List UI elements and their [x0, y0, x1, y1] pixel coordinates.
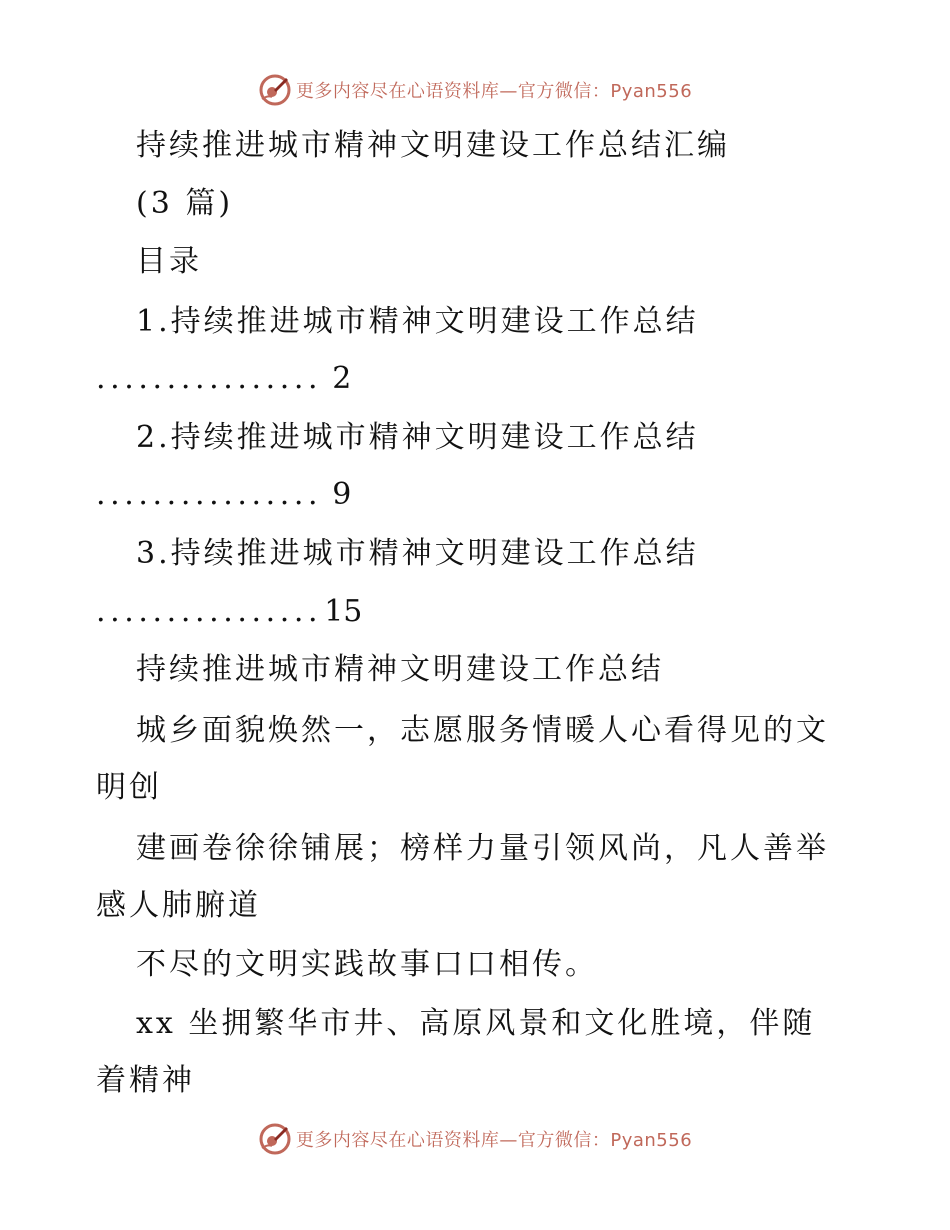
toc-page-number: 2	[332, 361, 352, 396]
footer-banner-text[interactable]: 更多内容尽在心语资料库—官方微信：Pyan556	[295, 1130, 693, 1151]
toc-leader-dots: ................	[96, 361, 323, 396]
paragraph-1-line2: 明创	[96, 770, 162, 805]
quill-circle-logo-icon	[258, 1122, 292, 1156]
toc-entry-3-leader[interactable]	[96, 592, 362, 632]
toc-page-number: 9	[332, 477, 352, 512]
paragraph-4-line2: 着精神	[96, 1063, 195, 1098]
header-banner-text[interactable]: 更多内容尽在心语资料库—官方微信：Pyan556	[295, 81, 693, 102]
paragraph-3-line1: 不尽的文明实践故事口口相传。	[136, 947, 598, 982]
paragraph-1-line1: 城乡面貌焕然一，志愿服务情暖人心看得见的文	[136, 713, 829, 748]
toc-leader-dots: ................	[96, 594, 323, 629]
toc-entry-2-title[interactable]: 2.持续推进城市精神文明建设工作总结	[136, 420, 699, 455]
toc-leader-dots: ................	[96, 477, 323, 512]
paragraph-2-line2: 感人肺腑道	[96, 888, 261, 923]
document-title-line1: 持续推进城市精神文明建设工作总结汇编	[136, 128, 730, 163]
toc-entry-3-title[interactable]: 3.持续推进城市精神文明建设工作总结	[136, 536, 699, 571]
paragraph-2-line1: 建画卷徐徐铺展；榜样力量引领风尚，凡人善举	[136, 831, 829, 866]
toc-page-number: 15	[324, 594, 363, 629]
quill-circle-logo-icon	[258, 73, 292, 107]
header-banner	[0, 72, 950, 108]
footer-banner	[0, 1121, 950, 1157]
toc-entry-1-title[interactable]: 1.持续推进城市精神文明建设工作总结	[136, 304, 699, 339]
document-title-line2: (3 篇)	[136, 186, 234, 221]
paragraph-4-line1: xx 坐拥繁华市井、高原风景和文化胜境，伴随	[136, 1006, 816, 1041]
toc-entry-1-leader[interactable]	[96, 359, 351, 399]
section-title: 持续推进城市精神文明建设工作总结	[136, 652, 664, 687]
toc-heading: 目录	[136, 244, 202, 279]
toc-entry-2-leader[interactable]	[96, 475, 351, 515]
